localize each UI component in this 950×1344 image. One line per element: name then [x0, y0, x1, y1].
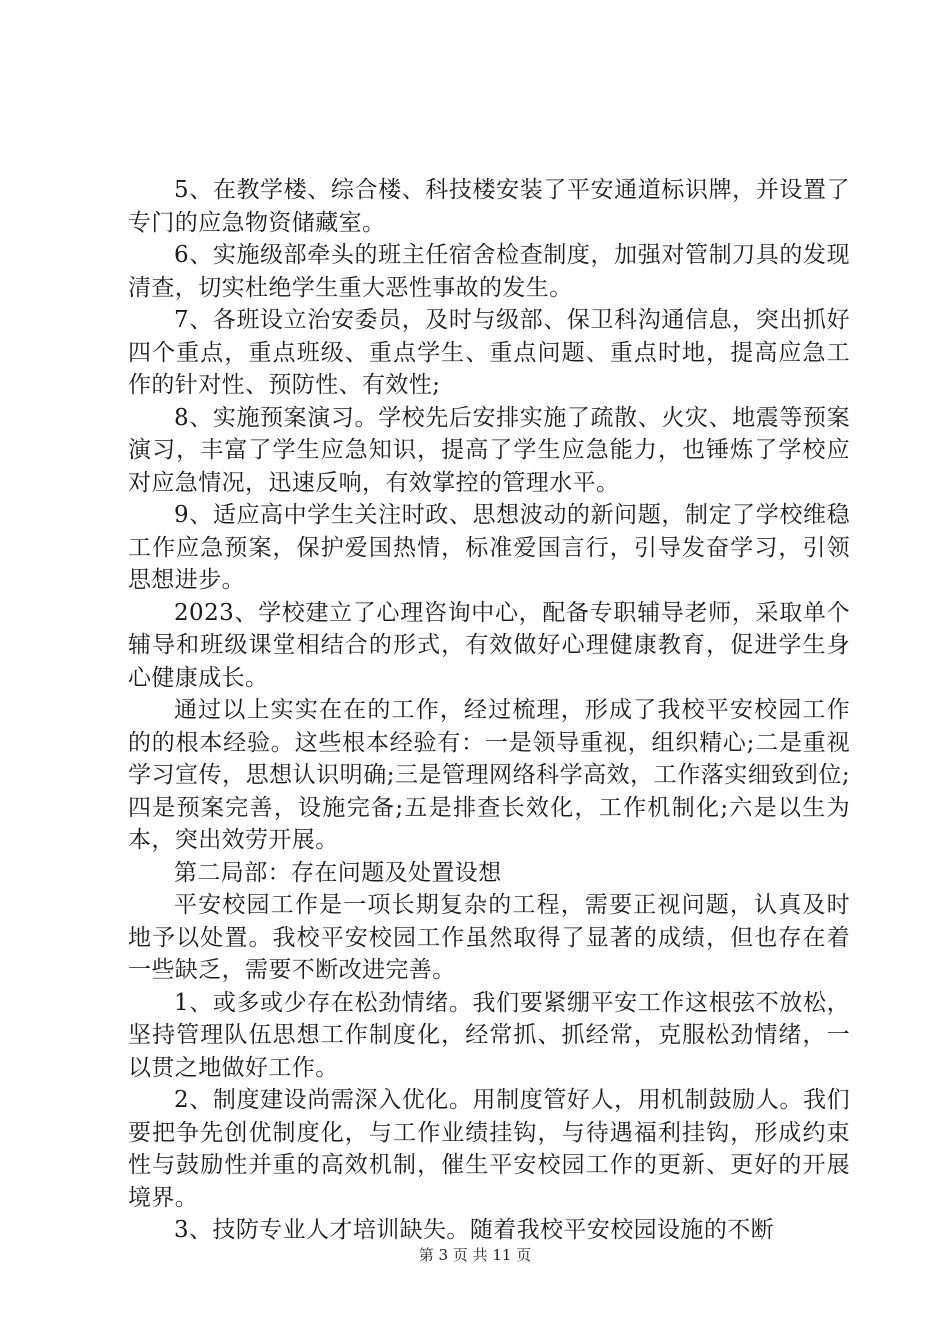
paragraph-summary: 通过以上实实在在的工作，经过梳理，形成了我校平安校园工作的的根本经验。这些根本经验有：一是领导重视，组织精心;二是重视学习宣传，思想认识明确;三是管理网络科学高效，工作落实细致到位;四是预案完善，设施完备;五是排查长效化，工作机制化;六是以生为本，突出效劳开展。 — [128, 697, 850, 853]
paragraph-item-5: 5、在教学楼、综合楼、科技楼安装了平安通道标识牌，并设置了专门的应急物资储藏室。 — [128, 177, 850, 236]
paragraph-intro-problems: 平安校园工作是一项长期复杂的工程，需要正视问题，认真及时地予以处置。我校平安校园工作虽然取得了显著的成绩，但也存在着一些缺乏，需要不断改进完善。 — [128, 892, 850, 983]
paragraph-item-8: 8、实施预案演习。学校先后安排实施了疏散、火灾、地震等预案演习，丰富了学生应急知识，提高了学生应急能力，也锤炼了学校应对应急情况，迅速反响，有效掌控的管理水平。 — [128, 404, 850, 496]
paragraph-problem-2: 2、制度建设尚需深入优化。用制度管好人，用机制鼓励人。我们要把争先创优制度化，与工作业绩挂钩，与待遇福利挂钩，形成约束性与鼓励性并重的高效机制，催生平安校园工作的更新、更好的开展境界。 — [128, 1087, 850, 1211]
page-number-footer: 第 3 页 共 11 页 — [418, 1246, 532, 1264]
section-heading: 第二局部：存在问题及处置设想 — [174, 859, 502, 886]
paragraph-item-7: 7、各班设立治安委员，及时与级部、保卫科沟通信息，突出抓好四个重点，重点班级、重点学生、重点问题、重点时地，提高应急工作的针对性、预防性、有效性; — [128, 307, 850, 398]
paragraph-problem-1: 1、或多或少存在松劲情绪。我们要紧绷平安工作这根弦不放松，坚持管理队伍思想工作制度化，经常抓、抓经常，克服松劲情绪，一以贯之地做好工作。 — [128, 989, 850, 1081]
paragraph-item-9: 9、适应高中学生关注时政、思想波动的新问题，制定了学校维稳工作应急预案，保护爱国热情，标准爱国言行，引导发奋学习，引领思想进步。 — [128, 502, 850, 593]
paragraph-problem-3: 3、技防专业人才培训缺失。随着我校平安校园设施的不断 — [174, 1217, 775, 1243]
document-body — [128, 174, 850, 1247]
paragraph-item-6: 6、实施级部牵头的班主任宿舍检查制度，加强对管制刀具的发现清查，切实杜绝学生重大恶性事故的发生。 — [128, 242, 850, 301]
paragraph-item-psychology: 2023、学校建立了心理咨询中心，配备专职辅导老师，采取单个辅导和班级课堂相结合的形式，有效做好心理健康教育，促进学生身心健康成长。 — [128, 599, 850, 691]
